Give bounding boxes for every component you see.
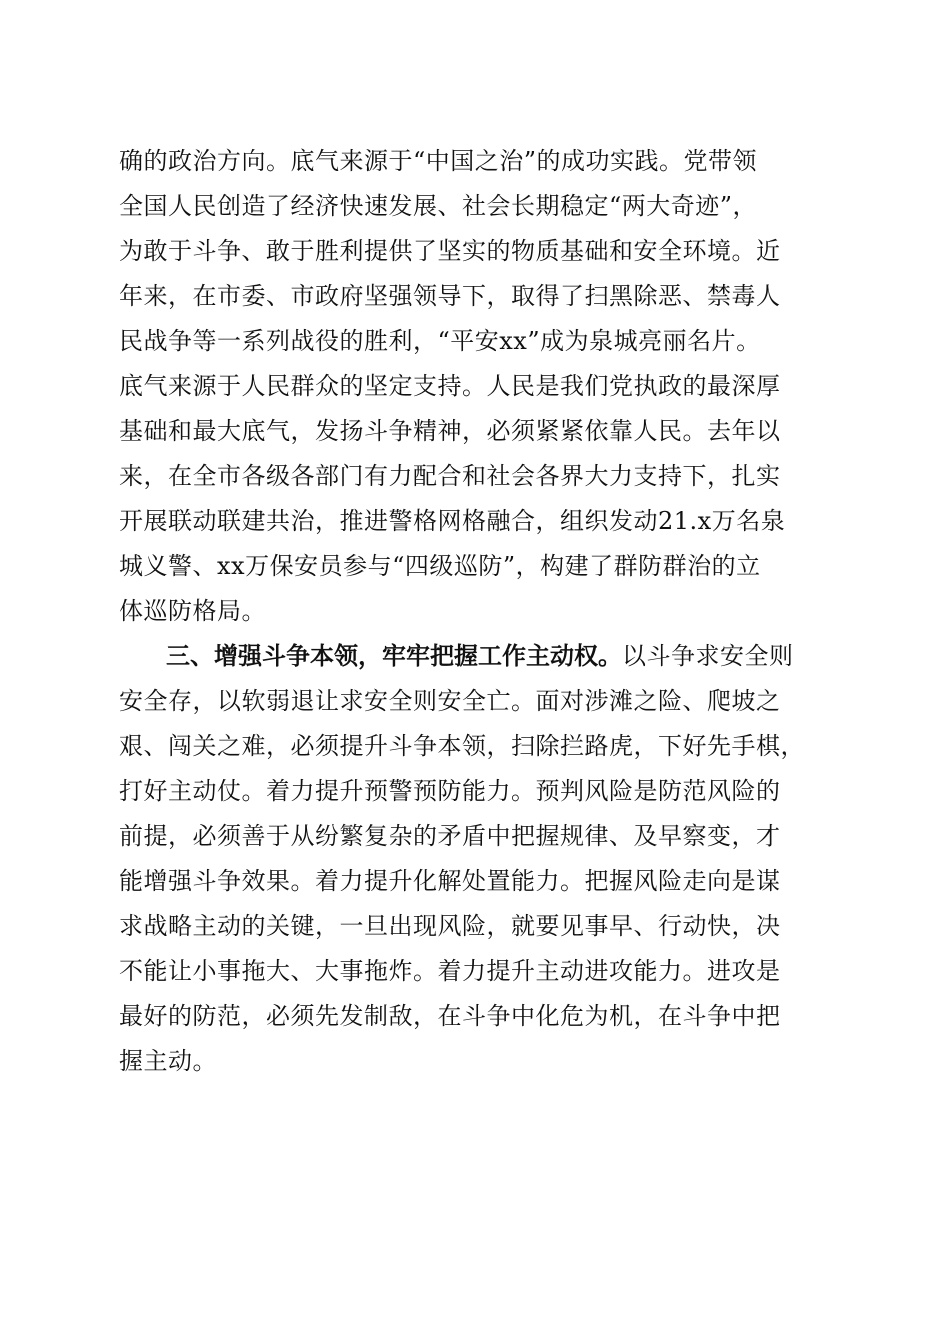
paragraph-line: 体巡防格局。 xyxy=(119,597,266,625)
section-3-heading: 三、增强斗争本领，牢牢把握工作主动权。 xyxy=(166,642,622,670)
paragraph-line: 城义警、xx万保安员参与“四级巡防”，构建了群防群治的立 xyxy=(119,552,761,580)
paragraph-line: 不能让小事拖大、大事拖炸。着力提升主动进攻能力。进攻是 xyxy=(119,957,781,985)
paragraph-line-start: 以斗争求安全则 xyxy=(622,642,794,670)
paragraph-line: 全国人民创造了经济快速发展、社会长期稳定“两大奇迹”， xyxy=(119,192,758,220)
paragraph-line: 来，在全市各级各部门有力配合和社会各界大力支持下，扎实 xyxy=(119,462,781,490)
paragraph-line: 握主动。 xyxy=(119,1047,217,1075)
paragraph-line: 确的政治方向。底气来源于“中国之治”的成功实践。党带领 xyxy=(119,147,758,175)
section-heading-line xyxy=(166,636,886,676)
paragraph-line: 最好的防范，必须先发制敌，在斗争中化危为机，在斗争中把 xyxy=(119,1002,781,1030)
paragraph-line: 艰、闯关之难，必须提升斗争本领，扫除拦路虎，下好先手棋， xyxy=(119,732,805,760)
paragraph-line: 基础和最大底气，发扬斗争精神，必须紧紧依靠人民。去年以 xyxy=(119,417,781,445)
paragraph-line: 安全存，以软弱退让求安全则安全亡。面对涉滩之险、爬坡之 xyxy=(119,687,781,715)
paragraph-line: 求战略主动的关键，一旦出现风险，就要见事早、行动快，决 xyxy=(119,912,781,940)
paragraph-line: 底气来源于人民群众的坚定支持。人民是我们党执政的最深厚 xyxy=(119,372,781,400)
paragraph-line: 为敢于斗争、敢于胜利提供了坚实的物质基础和安全环境。近 xyxy=(119,237,781,265)
paragraph-line: 能增强斗争效果。着力提升化解处置能力。把握风险走向是谋 xyxy=(119,867,781,895)
paragraph-line: 年来，在市委、市政府坚强领导下，取得了扫黑除恶、禁毒人 xyxy=(119,282,781,310)
paragraph-line: 开展联动联建共治，推进警格网格融合，组织发动21.x万名泉 xyxy=(119,507,786,535)
paragraph-line: 民战争等一系列战役的胜利，“平安xx”成为泉城亮丽名片。 xyxy=(119,327,761,355)
paragraph-line: 打好主动仗。着力提升预警预防能力。预判风险是防范风险的 xyxy=(119,777,781,805)
paragraph-line: 前提，必须善于从纷繁复杂的矛盾中把握规律、及早察变，才 xyxy=(119,822,781,850)
